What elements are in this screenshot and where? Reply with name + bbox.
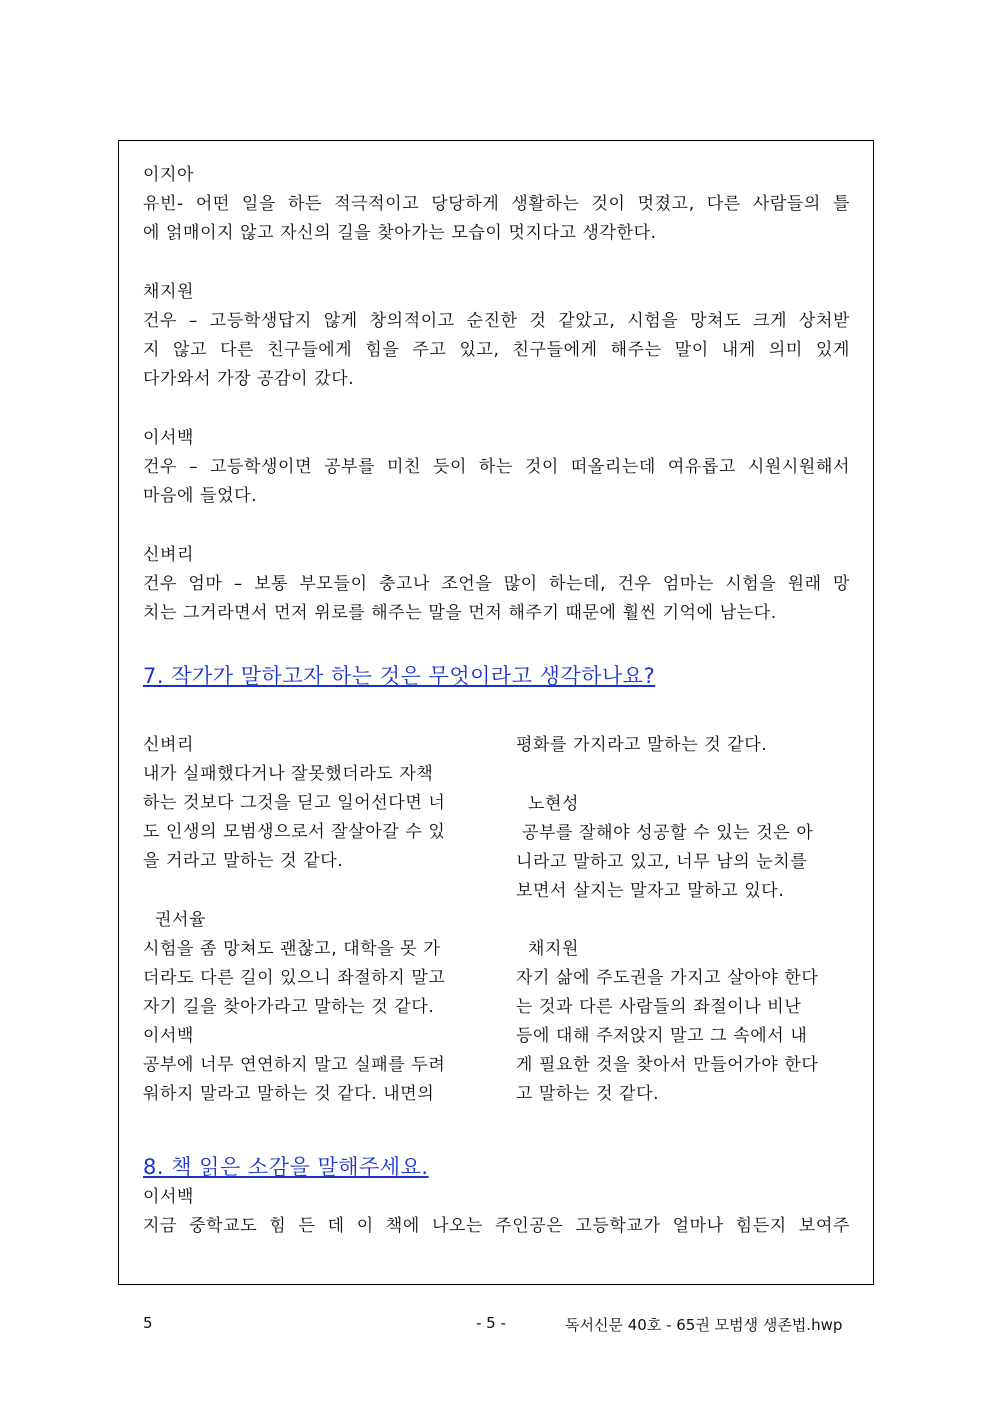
text-line: 니라고 말하고 있고, 너무 남의 눈치를 xyxy=(516,852,808,872)
text-line: 지금 중학교도 힘 든 데 이 책에 나오는 주인공은 고등학교가 얼마나 힘든지 보여주 xyxy=(143,1216,850,1236)
reviewer-name: 노현성 xyxy=(516,794,580,814)
text-line: 공부를 잘해야 성공할 수 있는 것은 아 xyxy=(516,823,814,843)
text-line: 다가와서 가장 공감이 갔다. xyxy=(143,369,355,389)
text-line: 자기 삶에 주도권을 가지고 살아야 한다 xyxy=(516,968,819,988)
text-line: 보면서 살지는 말자고 말하고 있다. xyxy=(516,881,785,901)
text-line: 시험을 좀 망쳐도 괜찮고, 대학을 못 가 xyxy=(143,939,441,959)
reviewer-name: 권서율 xyxy=(143,910,207,930)
text-line: 는 것과 다른 사람들의 좌절이나 비난 xyxy=(516,997,802,1017)
reviewer-name: 이서백 xyxy=(143,1187,195,1207)
text-line: 유빈- 어떤 일을 하든 적극적이고 당당하게 생활하는 것이 멋졌고, 다른 사람들의 틀 xyxy=(143,194,850,214)
text-line: 더라도 다른 길이 있으니 좌절하지 말고 xyxy=(143,968,446,988)
text-line: 에 얽매이지 않고 자신의 길을 찾아가는 모습이 멋지다고 생각한다. xyxy=(143,223,657,243)
reviewer-name: 이서백 xyxy=(143,1026,195,1046)
reviewer-name: 이서백 xyxy=(143,428,195,448)
reviewer-name: 이지아 xyxy=(143,165,195,185)
text-line: 공부에 너무 연연하지 말고 실패를 두려 xyxy=(143,1055,446,1075)
footer-filename: 독서신문 40호 - 65권 모범생 생존법.hwp xyxy=(565,1316,843,1334)
text-line: 건우 – 고등학생답지 않게 창의적이고 순진한 것 같았고, 시험을 망쳐도 크게 상처받 xyxy=(143,311,850,331)
text-line: 치는 그거라면서 먼저 위로를 해주는 말을 먼저 해주기 때문에 훨씬 기억에 남는다. xyxy=(143,603,777,623)
text-line: 등에 대해 주저앉지 말고 그 속에서 내 xyxy=(516,1026,808,1046)
footer-page-center: - 5 - xyxy=(476,1314,506,1332)
question-7-heading: 7. 작가가 말하고자 하는 것은 무엇이라고 생각하나요? xyxy=(143,664,656,688)
text-line: 내가 실패했다거나 잘못했더라도 자책 xyxy=(143,764,434,784)
text-line: 고 말하는 것 같다. xyxy=(516,1084,660,1104)
text-line: 을 거라고 말하는 것 같다. xyxy=(143,851,344,871)
text-line: 마음에 들었다. xyxy=(143,486,258,506)
footer-page-number: 5 xyxy=(143,1314,153,1332)
reviewer-name: 신벼리 xyxy=(143,735,195,755)
text-line: 게 필요한 것을 찾아서 만들어가야 한다 xyxy=(516,1055,819,1075)
reviewer-name: 채지원 xyxy=(516,939,580,959)
text-line: 평화를 가지라고 말하는 것 같다. xyxy=(516,735,768,755)
text-line: 자기 길을 찾아가라고 말하는 것 같다. xyxy=(143,997,435,1017)
reviewer-name: 채지원 xyxy=(143,282,195,302)
reviewer-name: 신벼리 xyxy=(143,545,195,565)
text-line: 건우 – 고등학생이면 공부를 미친 듯이 하는 것이 떠올리는데 여유롭고 시원시원해서 xyxy=(143,457,850,477)
text-line: 지 않고 다른 친구들에게 힘을 주고 있고, 친구들에게 해주는 말이 내게 의미 있게 xyxy=(143,340,850,360)
text-line: 하는 것보다 그것을 딛고 일어선다면 너 xyxy=(143,793,446,813)
text-line: 워하지 말라고 말하는 것 같다. 내면의 xyxy=(143,1084,435,1104)
question-8-heading: 8. 책 읽은 소감을 말해주세요. xyxy=(143,1155,429,1179)
text-line: 건우 엄마 – 보통 부모들이 충고나 조언을 많이 하는데, 건우 엄마는 시험을 원래 망 xyxy=(143,574,850,594)
text-line: 도 인생의 모범생으로서 잘살아갈 수 있 xyxy=(143,822,446,842)
